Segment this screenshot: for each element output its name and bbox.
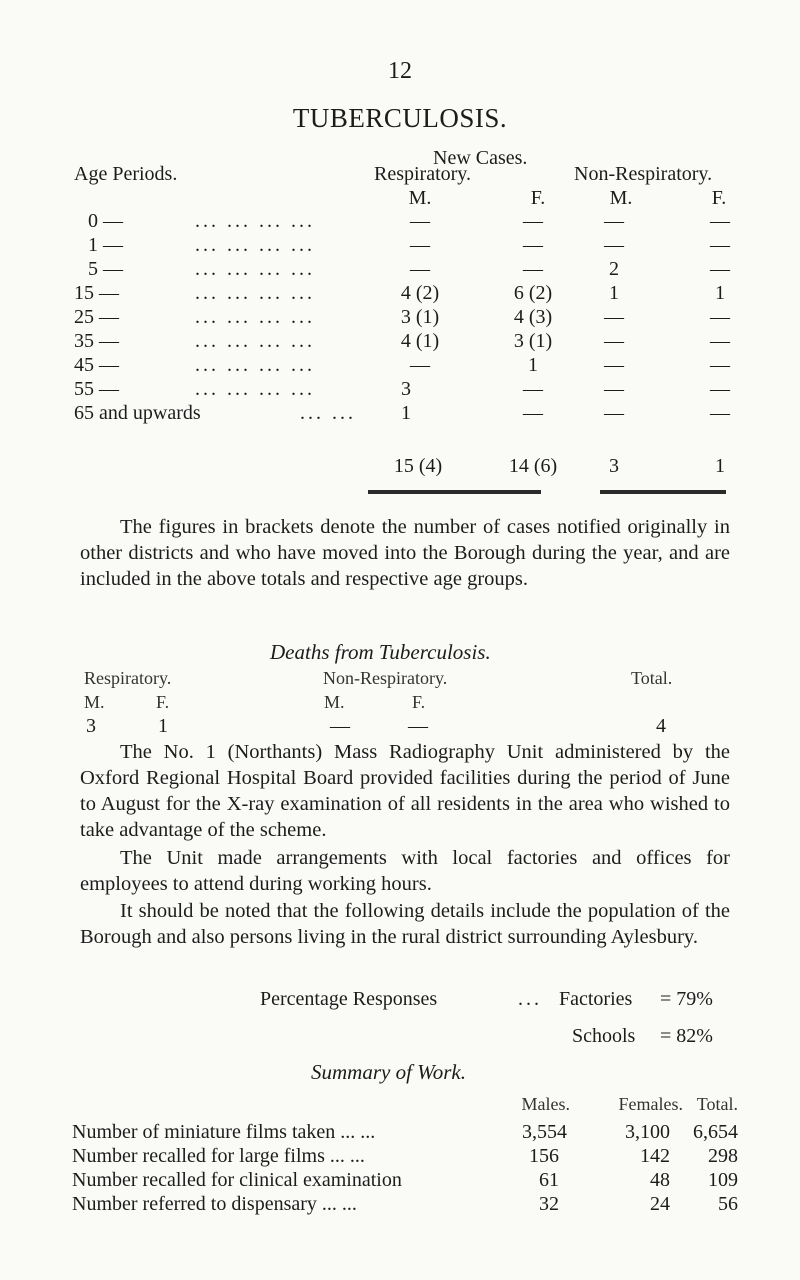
deaths-nonresp-m-header: M. <box>324 692 345 712</box>
deaths-nonresp-f-header: F. <box>412 692 426 712</box>
page-number: 12 <box>388 58 412 84</box>
total-nonresp-male: 3 <box>609 455 619 477</box>
summary-total: 109 <box>708 1169 738 1191</box>
summary-label: Number of miniature films taken ... ... <box>72 1121 376 1143</box>
nonresp-male: — <box>604 378 624 400</box>
deaths-nonresp-m: — <box>330 715 350 737</box>
total-nonresp-female: 1 <box>715 455 725 477</box>
leader-dots: ... ... ... ... <box>195 306 315 328</box>
summary-total-header: Total. <box>696 1094 738 1114</box>
factories-label: Factories <box>559 988 633 1010</box>
nonresp-male: — <box>604 306 624 328</box>
age-period: 15 — <box>74 282 119 304</box>
leader-dots: ... ... ... ... <box>195 258 315 280</box>
age-period: 0 — <box>88 210 123 232</box>
leader-dots: ... ... ... ... <box>195 234 315 256</box>
page-title: TUBERCULOSIS. <box>292 103 508 133</box>
population-paragraph: It should be noted that the following details include the population of the Borough and also persons living in the rural district surrounding Aylesbury. <box>80 900 730 948</box>
resp-male: 3 (1) <box>400 306 440 328</box>
summary-males: 61 <box>539 1169 559 1191</box>
total-resp-male: 15 (4) <box>393 455 443 477</box>
deaths-heading: Deaths from Tuberculosis. <box>270 640 491 664</box>
respiratory-header: Respiratory. <box>374 163 472 185</box>
nonresp-female-header: F. <box>711 187 727 209</box>
deaths-non-respiratory-header: Non-Respiratory. <box>323 668 448 688</box>
nonresp-male: — <box>604 354 624 376</box>
deaths-resp-m: 3 <box>86 715 96 737</box>
resp-male: 4 (2) <box>400 282 440 304</box>
age-period: 35 — <box>74 330 119 352</box>
nonresp-female: — <box>710 258 730 280</box>
total-resp-female: 14 (6) <box>508 455 558 477</box>
age-period: 1 — <box>88 234 123 256</box>
age-period: 45 — <box>74 354 119 376</box>
summary-total: 56 <box>718 1193 738 1215</box>
nonresp-female: 1 <box>715 282 725 304</box>
nonresp-male: — <box>604 402 624 424</box>
summary-females: 48 <box>650 1169 670 1191</box>
summary-males-header: Males. <box>521 1094 570 1114</box>
summary-females: 142 <box>640 1145 670 1167</box>
age-periods-header: Age Periods. <box>74 163 178 185</box>
resp-female: 3 (1) <box>513 330 553 352</box>
summary-label: Number recalled for clinical examination <box>72 1169 402 1191</box>
resp-male: — <box>410 258 430 280</box>
resp-female: — <box>523 210 543 232</box>
percentage-leader-dots: ... <box>518 988 542 1010</box>
nonresp-female: — <box>710 402 730 424</box>
resp-male: 1 <box>401 402 411 424</box>
new-cases-heading: New Cases. <box>433 147 528 169</box>
deaths-resp-f-header: F. <box>156 692 170 712</box>
resp-female: 1 <box>528 354 538 376</box>
age-period: 65 and upwards <box>74 402 201 424</box>
nonresp-female: — <box>710 378 730 400</box>
resp-female: — <box>523 234 543 256</box>
deaths-resp-f: 1 <box>158 715 168 737</box>
nonresp-female: — <box>710 210 730 232</box>
age-period: 25 — <box>74 306 119 328</box>
summary-females-header: Females. <box>618 1094 683 1114</box>
leader-dots: ... ... ... ... <box>195 354 315 376</box>
nonresp-male: 2 <box>609 258 619 280</box>
summary-males: 32 <box>539 1193 559 1215</box>
summary-label: Number referred to dispensary ... ... <box>72 1193 357 1215</box>
summary-total: 6,654 <box>693 1121 738 1143</box>
arrangements-paragraph: The Unit made arrangements with local factories and offices for employees to attend during working hours. <box>80 847 730 895</box>
summary-females: 3,100 <box>625 1121 670 1143</box>
resp-male: 4 (1) <box>400 330 440 352</box>
summary-total: 298 <box>708 1145 738 1167</box>
deaths-total: 4 <box>656 715 666 737</box>
leader-dots: ... ... ... ... <box>195 282 315 304</box>
schools-value: = 82% <box>660 1025 713 1047</box>
resp-female: — <box>523 258 543 280</box>
resp-male: 3 <box>401 378 411 400</box>
deaths-total-header: Total. <box>631 668 673 688</box>
brackets-note: The figures in brackets denote the number of cases notified originally in other districts and who have moved into the Borough during the year, and are included in the above totals and respective age groups. <box>80 516 730 590</box>
resp-male: — <box>410 354 430 376</box>
summary-label: Number recalled for large films ... ... <box>72 1145 365 1167</box>
radiography-paragraph: The No. 1 (Northants) Mass Radiography Unit administered by the Oxford Regional Hospital Board provided facilities during the period of June to August for the X-ray examination of all residents in the area who wished to take advantage of the scheme. <box>80 741 730 841</box>
nonresp-female: — <box>710 306 730 328</box>
nonresp-female: — <box>710 354 730 376</box>
deaths-respiratory-header: Respiratory. <box>84 668 172 688</box>
resp-male-header: M. <box>408 187 432 209</box>
percentage-responses-label: Percentage Responses <box>260 988 438 1010</box>
nonresp-male: — <box>604 210 624 232</box>
leader-dots: ... ... <box>300 402 356 424</box>
leader-dots: ... ... ... ... <box>195 378 315 400</box>
schools-label: Schools <box>572 1025 636 1047</box>
summary-heading: Summary of Work. <box>311 1060 466 1084</box>
nonresp-male: — <box>604 234 624 256</box>
resp-male: — <box>410 234 430 256</box>
factories-value: = 79% <box>660 988 713 1010</box>
age-period: 55 — <box>74 378 119 400</box>
summary-females: 24 <box>650 1193 670 1215</box>
resp-female: 6 (2) <box>513 282 553 304</box>
resp-female: 4 (3) <box>513 306 553 328</box>
resp-male: — <box>410 210 430 232</box>
nonresp-female: — <box>710 234 730 256</box>
non-respiratory-header: Non-Respiratory. <box>574 163 713 185</box>
leader-dots: ... ... ... ... <box>195 330 315 352</box>
age-period: 5 — <box>88 258 123 280</box>
deaths-resp-m-header: M. <box>84 692 105 712</box>
nonresp-female: — <box>710 330 730 352</box>
summary-males: 156 <box>529 1145 559 1167</box>
nonresp-male: 1 <box>609 282 619 304</box>
leader-dots: ... ... ... ... <box>195 210 315 232</box>
resp-female-header: F. <box>530 187 546 209</box>
summary-males: 3,554 <box>522 1121 567 1143</box>
nonresp-male: — <box>604 330 624 352</box>
nonresp-male-header: M. <box>609 187 633 209</box>
deaths-nonresp-f: — <box>408 715 428 737</box>
respiratory-double-rule <box>368 490 541 494</box>
resp-female: — <box>523 378 543 400</box>
resp-female: — <box>523 402 543 424</box>
non-respiratory-double-rule <box>600 490 726 494</box>
